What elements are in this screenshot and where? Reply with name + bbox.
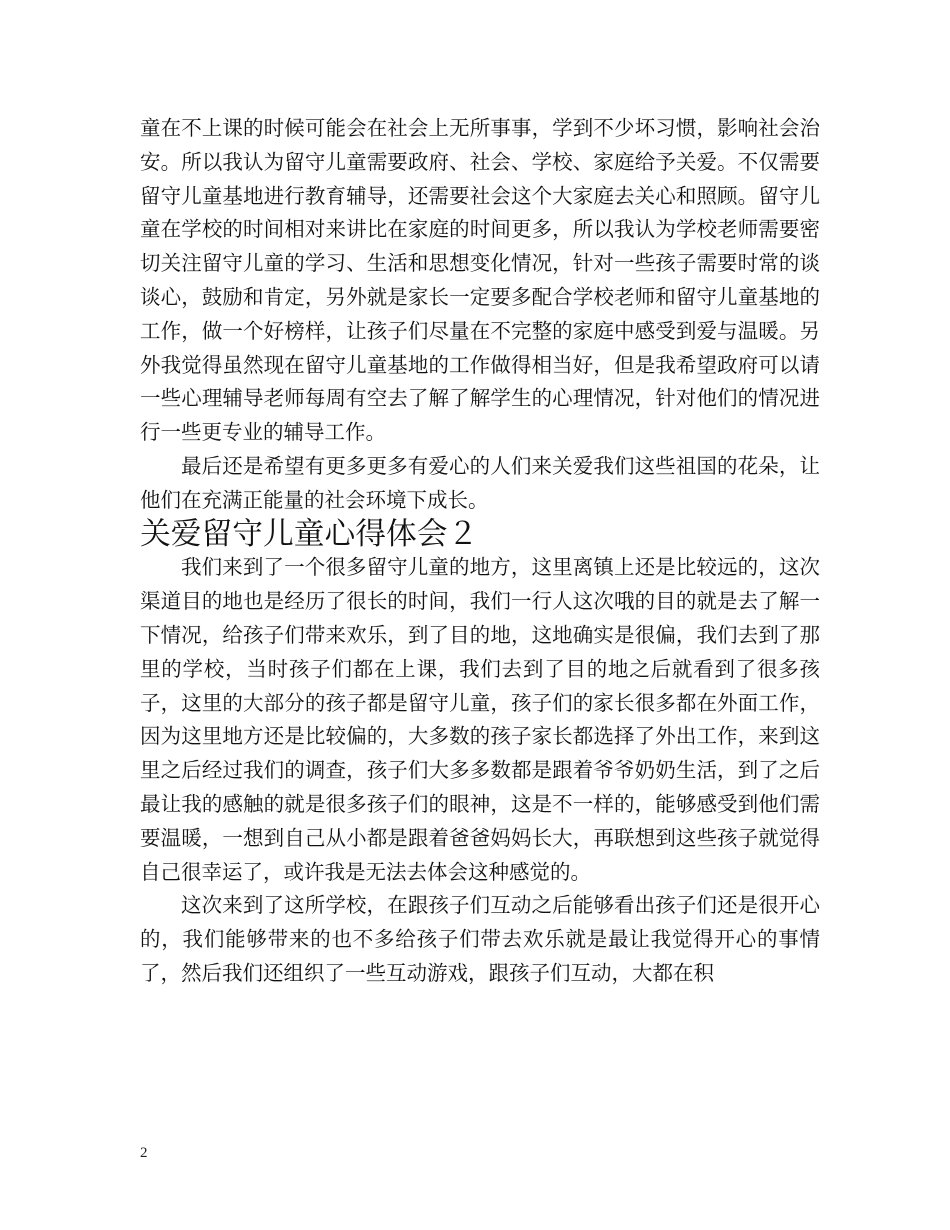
paragraph-closing-wish: 最后还是希望有更多更多有爱心的人们来关爱我们这些祖国的花朵，让他们在充满正能量的社会环境下成长。 [140,453,820,512]
paragraph-visit-account: 我们来到了一个很多留守儿童的地方，这里离镇上还是比较远的，这次渠道目的地也是经历了很长的时间，我们一行人这次哦的目的就是去了解一下情况，给孩子们带来欢乐，到了目的地，这地确实是很偏，我们去到了那里的学校，当时孩子们都在上课，我们去到了目的地之后就看到了很多孩子，这里的大部分的孩子都是留守儿童，孩子们的家长很多都在外面工作，因为这里地方还是比较偏的，大多数的孩子家长都选择了外出工作，来到这里之后经过我们的调查，孩子们大多多数都是跟着爷爷奶奶生活，到了之后最让我的感触的就是很多孩子们的眼神，这是不一样的，能够感受到他们需要温暖，一想到自己从小都是跟着爸爸妈妈长大，再联想到这些孩子就觉得自己很幸运了，或许我是无法去体会这种感觉的。 [140,555,820,884]
paragraph-continuation: 童在不上课的时候可能会在社会上无所事事，学到不少坏习惯，影响社会治安。所以我认为留守儿童需要政府、社会、学校、家庭给予关爱。不仅需要留守儿童基地进行教育辅导，还需要社会这个大家庭去关心和照顾。留守儿童在学校的时间相对来讲比在家庭的时间更多，所以我认为学校老师需要密切关注留守儿童的学习、生活和思想变化情况，针对一些孩子需要时常的谈谈心，鼓励和肯定，另外就是家长一定要多配合学校老师和留守儿童基地的工作，做一个好榜样，让孩子们尽量在不完整的家庭中感受到爱与温暖。另外我觉得虽然现在留守儿童基地的工作做得相当好，但是我希望政府可以请一些心理辅导老师每周有空去了解了解学生的心理情况，针对他们的情况进行一些更专业的辅导工作。 [140,116,820,445]
paragraph-school-interaction: 这次来到了这所学校，在跟孩子们互动之后能够看出孩子们还是很开心的，我们能够带来的也不多给孩子们带去欢乐就是最让我觉得开心的事情了，然后我们还组织了一些互动游戏，跟孩子们互动，大都在积 [140,893,820,985]
document-body [140,112,820,991]
section-heading: 关爱留守儿童心得体会２ [140,515,479,552]
page-number: 2 [140,1145,148,1161]
